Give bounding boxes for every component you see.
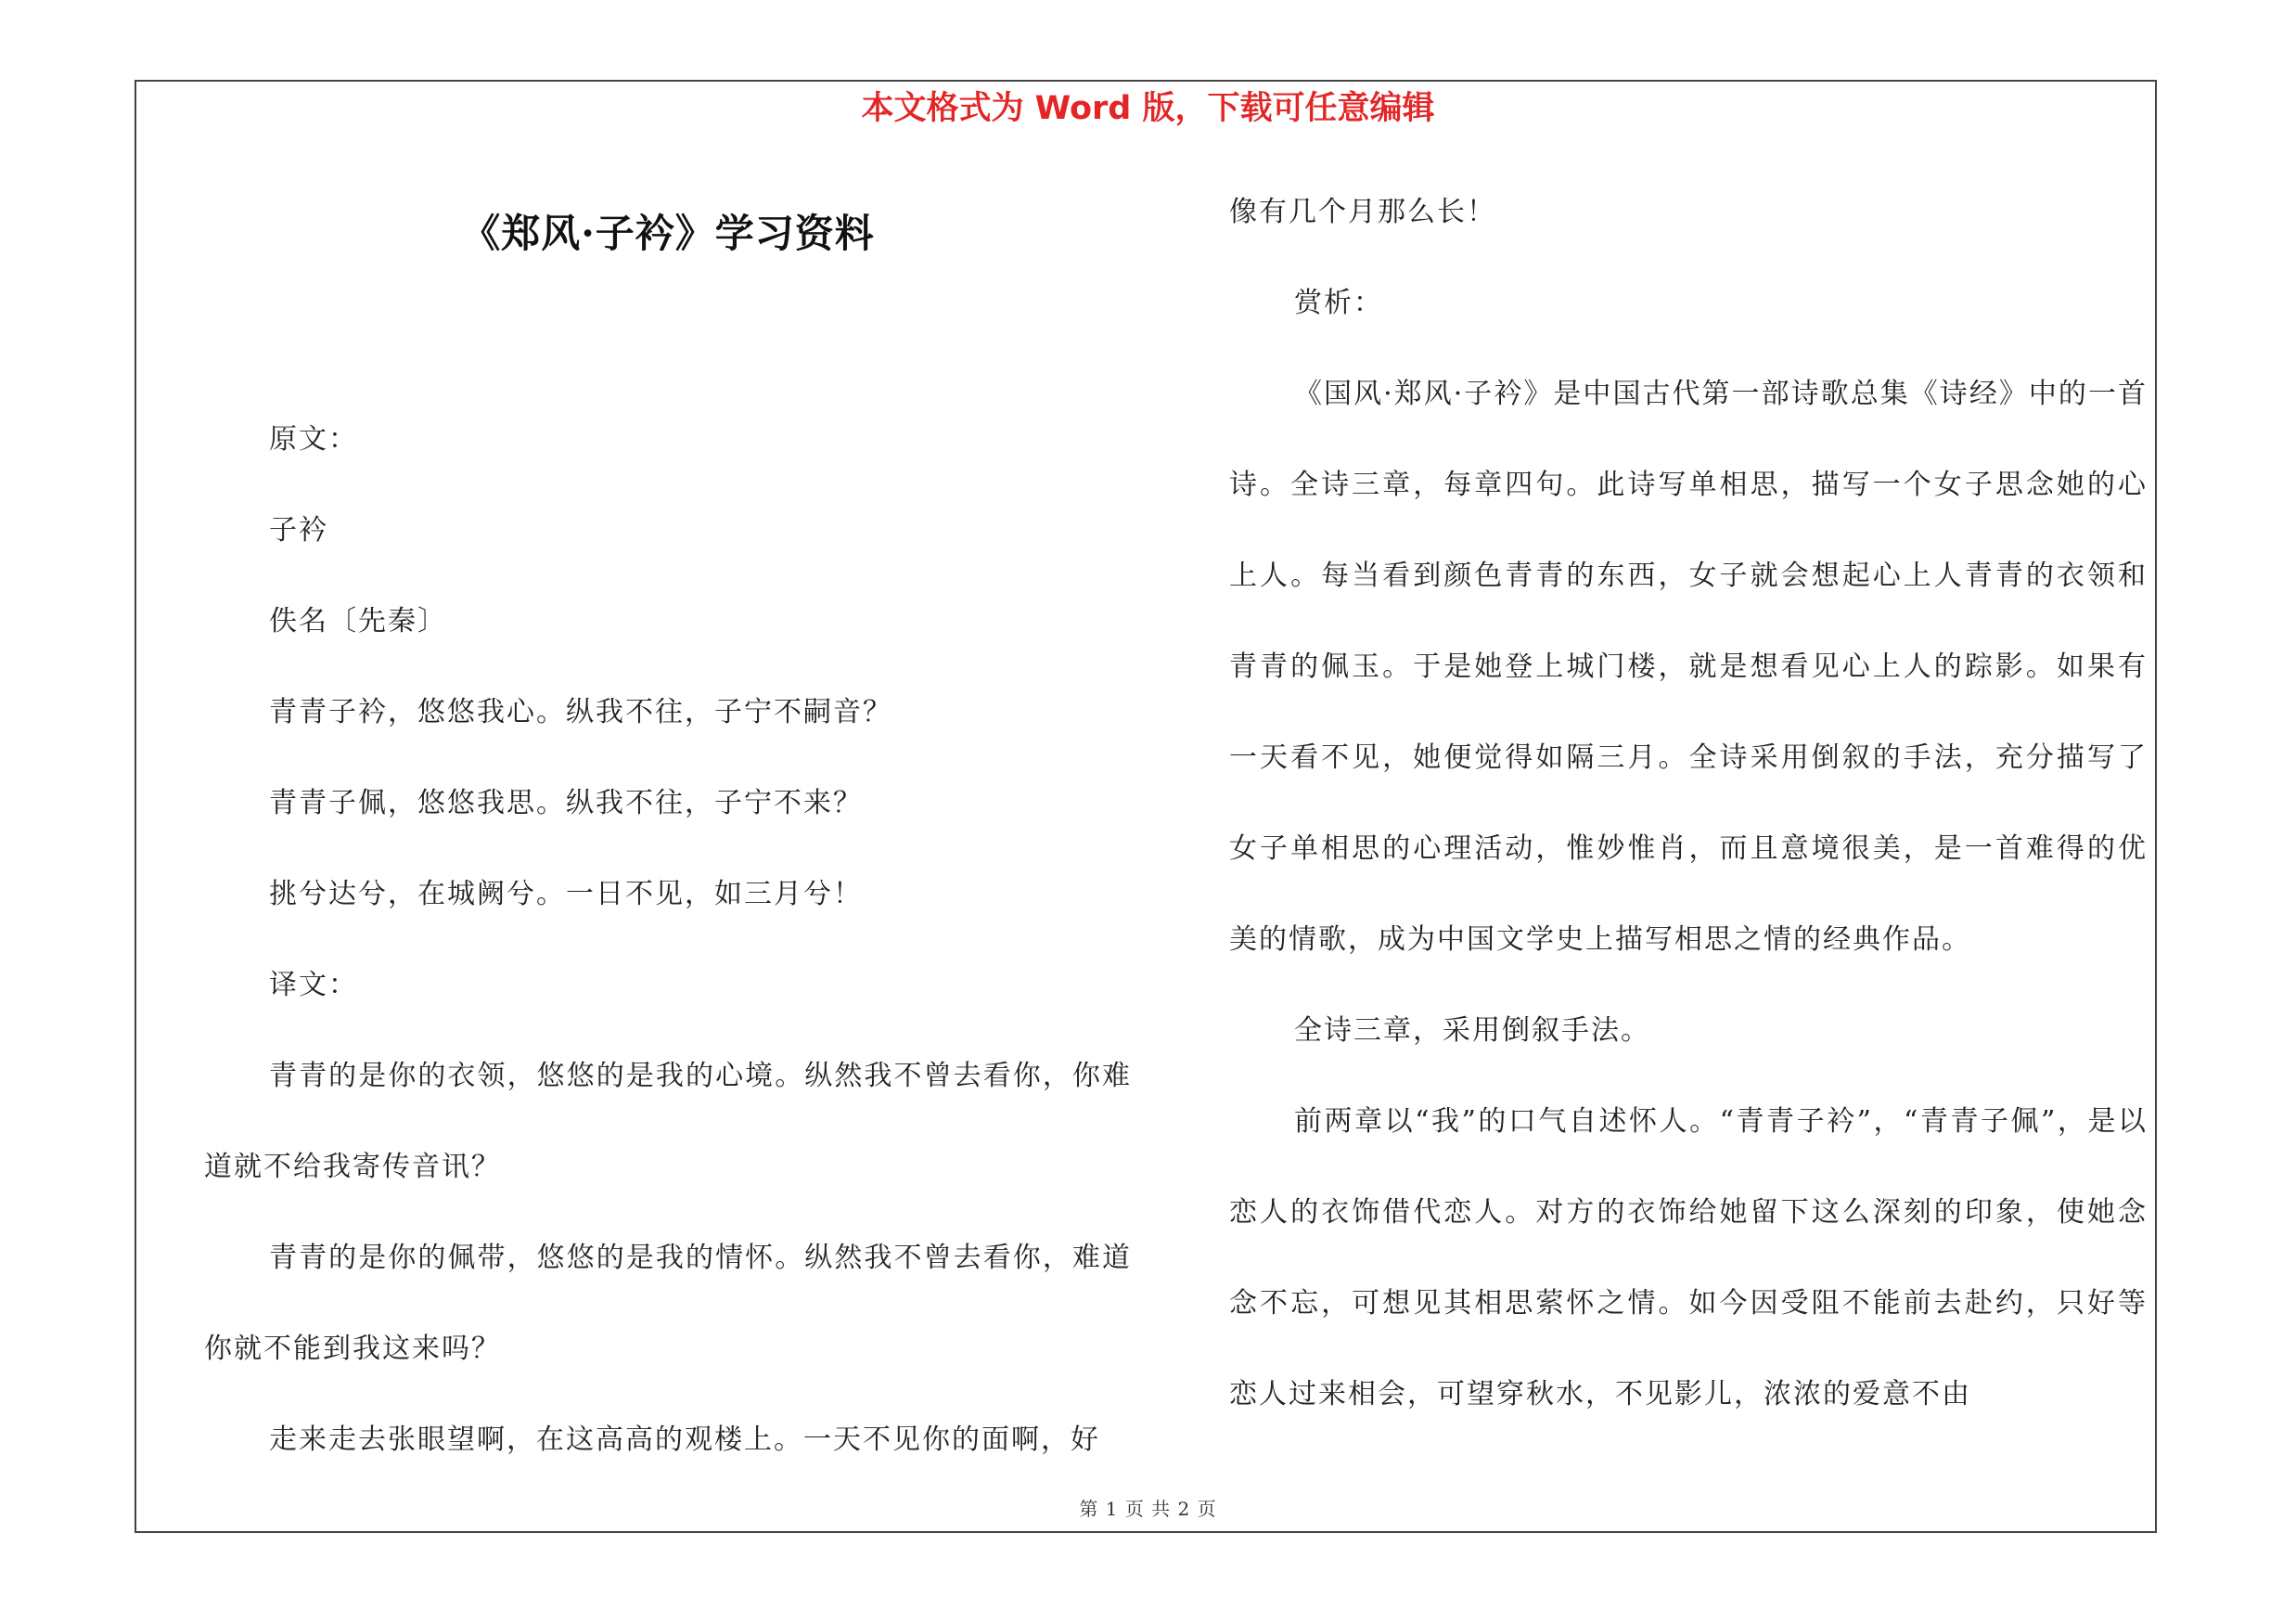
appreciation-paragraph: 前两章以“我”的口气自述怀人。“青青子衿”，“青青子佩”，是以恋人的衣饰借代恋人。对方的衣饰给她留下这么深刻的印象，使她念念不忘，可想见其相思萦怀之情。如今因受阻不能前去赴约，只好等恋人过来相会，可望穿秋水，不见影儿，浓浓的爱意不由 xyxy=(1229,1105,2148,1410)
translation-paragraph: 青青的是你的衣领，悠悠的是我的心境。纵然我不曾去看你，你难道就不给我寄传音讯？ xyxy=(204,1060,1132,1183)
continuation-line: 像有几个月那么长！ xyxy=(1229,196,1496,228)
poem-line: 青青子衿，悠悠我心。纵我不往，子宁不嗣音？ xyxy=(269,696,892,728)
poem-line: 青青子佩，悠悠我思。纵我不往，子宁不来？ xyxy=(269,787,863,819)
translation-heading: 译文： xyxy=(269,969,358,1001)
appreciation-paragraph: 《国风·郑风·子衿》是中国古代第一部诗歌总集《诗经》中的一首诗。全诗三章，每章四句。此诗写单相思，描写一个女子思念她的心上人。每当看到颜色青青的东西，女子就会想起心上人青青的衣领和青青的佩玉。于是她登上城门楼，就是想看见心上人的踪影。如果有一天看不见，她便觉得如隔三月。全诗采用倒叙的手法，充分描写了女子单相思的心理活动，惟妙惟肖，而且意境很美，是一首难得的优美的情歌，成为中国文学史上描写相思之情的经典作品。 xyxy=(1229,378,2148,956)
appreciation-paragraph: 全诗三章，采用倒叙手法。 xyxy=(1294,1014,1650,1047)
page-number-footer: 第 1 页 共 2 页 xyxy=(1079,1498,1217,1520)
poem-title: 子衿 xyxy=(269,514,328,547)
original-heading: 原文： xyxy=(269,423,358,456)
appreciation-heading: 赏析： xyxy=(1294,287,1383,319)
poem-line: 挑兮达兮，在城阙兮。一日不见，如三月兮！ xyxy=(269,878,863,910)
translation-paragraph: 青青的是你的佩带，悠悠的是我的情怀。纵然我不曾去看你，难道你就不能到我这来吗？ xyxy=(204,1242,1132,1365)
poem-author: 佚名〔先秦〕 xyxy=(269,605,447,638)
translation-paragraph: 走来走去张眼望啊，在这高高的观楼上。一天不见你的面啊，好 xyxy=(269,1423,1100,1456)
format-notice-banner: 本文格式为 Word 版，下载可任意编辑 xyxy=(861,90,1435,127)
document-title: 《郑风·子衿》学习资料 xyxy=(461,211,875,256)
